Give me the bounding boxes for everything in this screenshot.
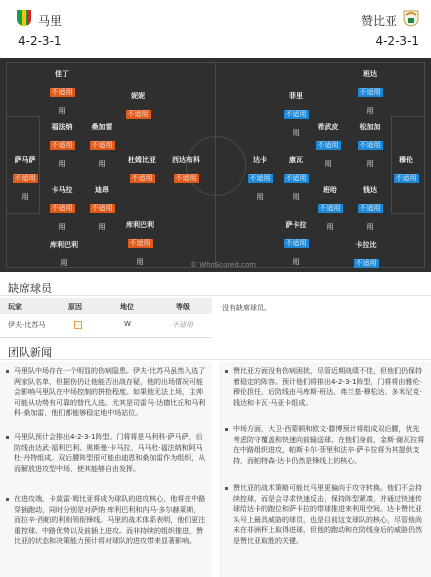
home-player-am-right[interactable]: 库利巴利 不适用 用 [126, 221, 154, 266]
home-player-dm1[interactable]: 桑加雷 不适用 用 [91, 123, 113, 168]
news-left-2: 马里队预计会排出4-2-3-1阵型。门将将是马利科·萨马萨，后防线由达武·福利巴利、奥斯曼·卡马拉、马马杜·福法纳和阿马杜·丹特组成。双后腰阵型很可能由迪恩和桑加雷作为组织，从而解放进攻型中场，使其能够自由发挥。 [6, 432, 206, 474]
bullet-icon [225, 428, 228, 431]
away-player-st[interactable]: 达卡 不适用 用 [249, 156, 271, 201]
away-player-dm1[interactable]: 希武皮 不适用 用 [317, 123, 339, 168]
match-header [0, 0, 431, 58]
missing-player-name[interactable]: 伊夫·比苏马 [8, 321, 46, 329]
pitch [0, 58, 431, 272]
home-player-cb2[interactable]: 卡马拉 不适用 用 [51, 186, 73, 231]
away-missing-none: 没有缺席球员。 [222, 304, 271, 312]
away-player-lb[interactable]: 班达 不适用 用 [359, 70, 381, 115]
mali-crest-icon [16, 9, 32, 27]
zambia-crest-icon [403, 9, 419, 27]
bullet-icon [6, 370, 9, 373]
bullet-icon [225, 487, 228, 490]
table-divider [0, 337, 212, 338]
table-row[interactable] [0, 316, 212, 334]
home-player-dm2[interactable]: 迪昂 不适用 用 [91, 186, 113, 231]
home-player-am-center[interactable]: 杜姆比亚 不适用 [128, 156, 156, 182]
missing-title: 缺席球员 [8, 282, 52, 295]
home-player-gk[interactable]: 萨马萨 不适用 用 [14, 156, 36, 201]
news-right-3: 赞比亚的战术策略可能比马里更偏向于攻守转换。他们不会持续控球，而是会寻求快速反击，保持阵型紧凑，并通过快速传球给达卡的跑位和萨卡拉的带球推进来利用空间。达卡赞比亚头号上最具威胁的球员，也是目前这支球队的核心，尽管他尚未在非洲杯上取得进球，但他的跑动和在防线身后的威胁仍然是赞比亚取胜的关键。 [225, 483, 425, 546]
bullet-icon [6, 498, 9, 501]
missing-divider [0, 295, 431, 296]
away-formation: 4-2-3-1 [375, 34, 419, 48]
news-right-1: 赞比亚方面没有伤病困扰，尽管近期战绩不佳，但他们仍保持着稳定的阵容。预计他们将排出4-2-3-1阵型，门将将由雅伦·穆伦担任，后防线由马库斯·班达、弗兰基·穆松达、多米尼克·钱达和卡瓦·马亚卡组成。 [225, 366, 425, 408]
away-player-gk[interactable]: 穆伦 不适用 [395, 156, 417, 182]
away-player-am-center[interactable]: 康瓦 不适用 用 [285, 156, 307, 201]
home-team-name[interactable]: 马里 [38, 14, 63, 28]
home-player-lb[interactable]: 佳丁 不适用 用 [51, 70, 73, 115]
home-player-am-left[interactable]: 妮妮 不适用 [127, 92, 149, 118]
watermark: © WhoScored.com [190, 261, 257, 269]
injury-icon [74, 321, 82, 329]
news-title: 团队新闻 [8, 346, 52, 359]
header-position: 地位 [120, 303, 134, 311]
missing-table-header [0, 298, 212, 314]
away-player-dm2[interactable]: 班哈 不适用 用 [319, 186, 341, 231]
away-player-rb[interactable]: 卡拉比 不适用 [355, 241, 377, 267]
bullet-icon [6, 436, 9, 439]
header-player: 玩家 [8, 303, 22, 311]
away-player-cb1[interactable]: 松加加 不适用 用 [359, 123, 381, 168]
away-team-name[interactable]: 赞比亚 [360, 14, 397, 28]
away-player-am-left[interactable]: 菲里 不适用 用 [285, 92, 307, 137]
news-divider [0, 359, 431, 360]
missing-player-rating: 不适用 [172, 321, 193, 329]
home-player-st[interactable]: 西达布科 不适用 [172, 156, 200, 182]
bullet-icon [225, 370, 228, 373]
home-formation: 4-2-3-1 [18, 34, 62, 48]
header-rating: 等级 [176, 303, 190, 311]
header-reason: 原因 [68, 303, 82, 311]
away-player-cb2[interactable]: 钱达 不适用 用 [359, 186, 381, 231]
away-player-am-right[interactable]: 萨卡拉 不适用 用 [285, 221, 307, 266]
missing-player-position: W [124, 320, 131, 328]
news-right-2: 中场方面，大卫·西蒙顿和欧文·滕博预计将组成双后腰，优先考虑防守覆盖和快速向前输送球。在他们身前，金斯·谢瓦拉将在中路组织进攻，帕斯卡尔·菲里和法辛·萨卡拉将为其提供支持，而帕特森·达卡仍然是锋线上的核心。 [225, 424, 425, 466]
news-left-3: 在进攻端，卡莫雷·姆比亚将成为球队的进攻核心，他将在中路穿插跑动，同时分别是对萨纳·库利巴利和内马·多尔赫莱斯，而拉辛·西帕的利则领衔锋线。马里的战术体系表明，他们更注重控球、中路优势以及前插上进攻。而非持续的组织推进，赞比亚的状态和决策能力预计将对球队的进攻带来显著影响。 [6, 494, 206, 547]
home-player-cb1[interactable]: 福法纳 不适用 用 [51, 123, 73, 168]
news-left-1: 马里队中场存在一个明显的伤病隐患。伊夫·比苏马虽然入选了两家队名单，但据伤仍让他能否出战存疑，他的出场情况可能会影响马里队在中场控制的拼抢程度。如果他无法上场，主帅可能从功势有可靠的替代人选。尤其是司雷马·达德比丘和马利科·桑加雷，他们都能够稳定地中场站位。 [6, 366, 206, 419]
home-player-rb[interactable]: 库利巴利 用 [50, 241, 78, 267]
